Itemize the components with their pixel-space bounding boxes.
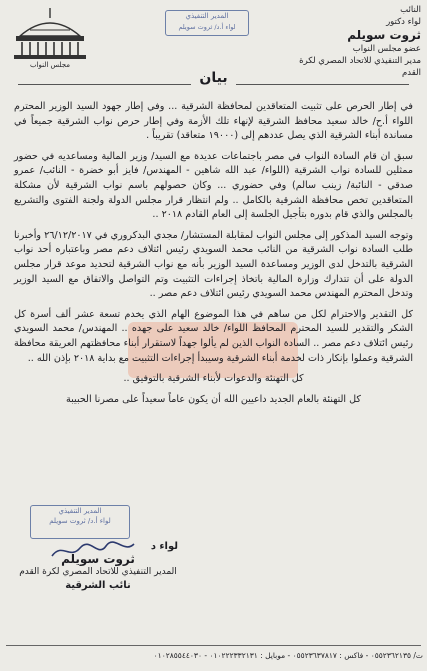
bottom-stamp-line-2: لواء أ.د/ ثروت سويلم	[49, 517, 111, 525]
letterhead-line-2: لواء دكتور	[386, 17, 421, 27]
footer-divider	[6, 645, 421, 646]
paragraph-4: كل التقدير والاحترام لكل من ساهم في هذا الموضوع الهام الذي يخدم تسعة عشر ألف أسرة كل الشكر والتقدير للسيد المحترم المحافظ اللواء/ خالد سعيد على جهده .. المهندس/ محمد السويدي رئيس ائتلاف دعم مصر .. السادة النواب الذين لم يألوا جهداً لاستقرار أبناء محافظتهم العريقة محافظة الشرقية وعملوا بإنكار ذات لخدمة أبناء الشرقية وسيبدأ إجراءات التثبيت مع بداية ٢٠١٨ بإذن الله ..	[14, 308, 413, 364]
signature-rank: لواء د	[150, 541, 178, 552]
letterhead-sender	[283, 4, 421, 79]
paragraph-2: سبق ان قام السادة النواب في مصر باجتماعات عديدة مع السيد/ وزير المالية ومساعديه في حضور ممثلين للسادة نواب الشرقية (اللواء/ عبد الله شاهين - المهندس/ فايز أبو خضرة - النائب/ عمرو صدقي - النائبة/ زينب سالم) وفي حضوري ... وكان حصولهم باسم نواب الشرقية لأن مشكلة المتعاقدين تخص محافظة الشرقية بالكامل .. ولم انتظار قرار مجلس الدولة ولجنة الفتوى والتشريع بالمجلس والذي قام بدوره بتأجيل الجلسة إلى العام القادم ٢٠١٨ ..	[14, 150, 413, 221]
parliament-logo	[6, 6, 94, 69]
signature-name: ثروت سويلم	[61, 552, 135, 566]
document-body	[14, 100, 413, 413]
footer-contacts: ت/ ٠٥٥٢٣٦٢١٣٥ - فاكس : ٠٥٥٢٣٦٣٧٨١٧ - موبايل : ٠١٠٢٢٢٣٣٢١٣١ - ٠١٠٢٨٥٥٤٤٠٣٠	[153, 651, 423, 660]
paragraph-3: وتوجه السيد المذكور إلى مجلس النواب لمقابلة المستشار/ مجدي البدكروري في ٢٦/١٢/٢٠١٧ وأخبرنا طلب السادة نواب الشرقية من النائب محمد السويدي رئيس ائتلاف دعم مصر وباعتباره أحد نواب الشرقية بالتدخل لدى الوزير ومساعدة السيد الوزير بأنه مع نواب الشرقية لتحديد موعد قرار مجلس الدولة على أن تتدارك وزارة المالية باتخاذ إجراءات التثبيت وتم التواصل والاتفاق مع السيد الوزير وتدخل المحترم المهندس محمد السويدي رئيس ائتلاف دعم مصر ..	[14, 229, 414, 300]
paragraph-6: كل التهنئة بالعام الجديد داعيين الله أن يكون عاماً سعيداً على مصرنا الحبيبة	[66, 393, 361, 405]
parliament-dome-icon	[8, 6, 92, 60]
top-stamp	[165, 10, 249, 36]
letterhead-line-1: النائب	[400, 5, 421, 15]
document-title	[0, 70, 427, 86]
signature-block	[18, 540, 178, 592]
paragraph-1: في إطار الحرص على تثبيت المتعاقدين لمحافظة الشرقية ... وفي إطار جهود السيد الوزير المحترم اللواء أ.ح/ خالد سعيد محافظ الشرقية لإنهاء تلك الأزمة وفي إطار حرص نواب الشرقية جميعاً في مساندة أبناء الشرقية الذي يصل عددهم إلى (١٩٠٠٠ متعاقد) تقريباً .	[14, 101, 413, 142]
letterhead-name: ثروت سويلم	[347, 28, 421, 42]
logo-caption: مجلس النواب	[29, 61, 71, 69]
document-title-text: بيان	[191, 70, 235, 86]
letterhead-line-4: عضو مجلس النواب	[352, 44, 421, 54]
top-stamp-line-1: المدير التنفيذي	[185, 12, 229, 20]
letterhead-line-5: مدير التنفيذي للاتحاد المصري لكرة القدم	[299, 56, 421, 78]
signature-title: المدير التنفيذي للاتحاد المصري لكرة القدم	[19, 567, 177, 577]
signature-role: نائب الشرقية	[65, 580, 131, 591]
bottom-stamp-line-1: المدير التنفيذي	[58, 507, 102, 515]
paragraph-5: كل التهنئة والدعوات لأبناء الشرقية بالتوفيق ..	[123, 373, 304, 385]
top-stamp-line-2: لواء أ.د/ ثروت سويلم	[178, 23, 236, 31]
bottom-stamp	[30, 505, 130, 539]
